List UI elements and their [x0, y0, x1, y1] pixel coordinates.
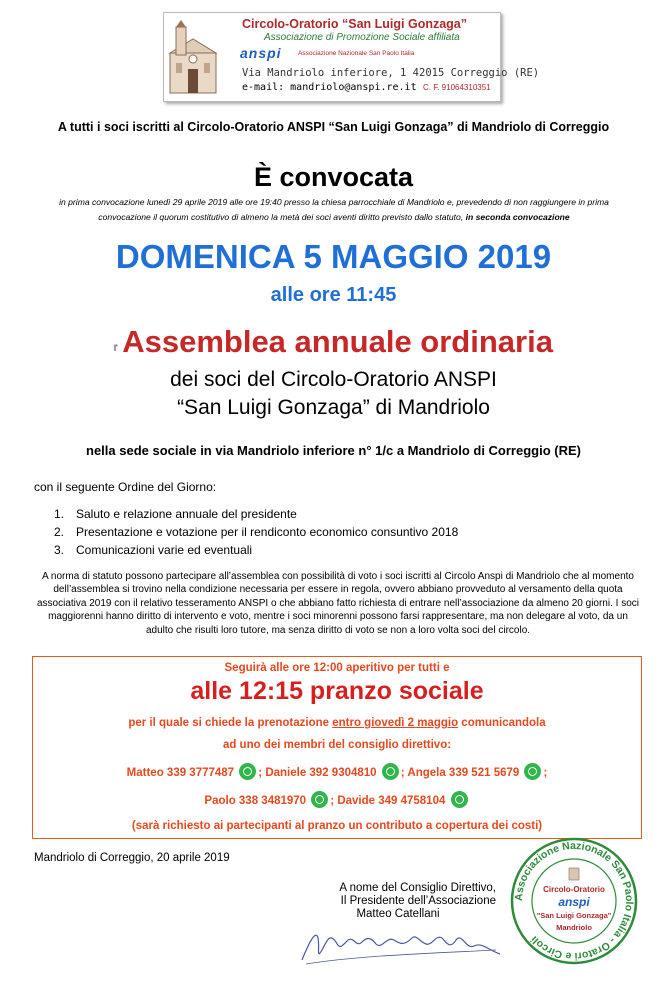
- whatsapp-icon: [524, 763, 541, 780]
- signature-line-1: A nome del Consiglio Direttivo,: [339, 882, 496, 894]
- second-call: in seconda convocazione: [465, 212, 570, 222]
- signature-line-2: Il Presidente dell’Associazione: [340, 895, 496, 907]
- venue: nella sede sociale in via Mandriolo inferiore n° 1/c a Mandriolo di Correggio (RE): [86, 443, 581, 458]
- agenda-item: 1. Saluto e relazione annuale del presidente: [54, 507, 297, 521]
- assembly-time: alle ore 11:45: [270, 284, 397, 306]
- contact-angela: Angela 339 521 5679: [407, 767, 520, 779]
- first-call-line2: convocazione il quorum costitutivo di almeno la metà dei soci aventi diritto previsto dallo statuto,: [98, 212, 464, 222]
- whatsapp-icon: [311, 791, 328, 808]
- org-address: Via Mandriolo inferiore, 1 42015 Correggio (RE): [242, 67, 540, 79]
- agenda-item: 3. Comunicazioni varie ed eventuali: [54, 543, 253, 557]
- lunch-title: alle 12:15 pranzo sociale: [190, 677, 484, 705]
- addressee: A tutti i soci iscritti al Circolo-Oratorio ANSPI “San Luigi Gonzaga” di Mandriolo di Correggio: [57, 120, 610, 134]
- stamp-ring-text: Associazione Nazionale San Paolo Italia - Oratori e Circoli: [512, 839, 636, 963]
- place-date: Mandriolo di Correggio, 20 aprile 2019: [34, 852, 230, 864]
- first-call-text: [14, 195, 654, 225]
- first-call-line1: in prima convocazione lunedì 29 aprile 2019 alle ore 19:40 presso la chiesa parrocchiale di Mandriolo e, prevedendo di non raggiungere in prima: [59, 197, 609, 207]
- stamp-line-2: anspi: [558, 895, 590, 909]
- stamp-line-1: Circolo-Oratorio: [543, 885, 605, 894]
- contact-davide: Davide 349 4758104: [337, 795, 446, 807]
- contact-paolo: Paolo 338 3481970: [204, 795, 307, 807]
- org-subtitle: Associazione di Promozione Sociale affiliata: [264, 32, 460, 43]
- church-icon: [168, 19, 218, 95]
- booking-deadline: entro giovedì 2 maggio: [332, 717, 459, 729]
- members-line-2: “San Luigi Gonzaga” di Mandriolo: [177, 396, 490, 419]
- org-name: Circolo-Oratorio “San Luigi Gonzaga”: [242, 17, 468, 31]
- statute-text: A norma di statuto possono partecipare all’assemblea con possibilità di voto i soci iscritti al Circolo Anspi di Mandriolo che al momento dell’assemblea si trovino nella condizione necessaria per essere in regola, ovvero abbiano provveduto al versamento della quota associativa 2019 con il relativo tesseramento ANSPI o che abbiano fatto richiesta di entrare nell’associazione da almeno 20 giorni. I soci maggiorenni hanno diritto di intervento e voto, mentre i soci minorenni possono farsi rappresentare, ma non delegare al voto, da un adulto che risulti loro tutore, ma senza diritto di voto se non a loro volta soci del circolo.: [36, 571, 639, 636]
- signature-block: [300, 882, 496, 921]
- whatsapp-icon: [239, 763, 256, 780]
- aperitivo-line: Seguirà alle ore 12:00 aperitivo per tutti e: [224, 662, 450, 674]
- anspi-logo: anspi: [240, 45, 282, 61]
- tax-code: C. F. 91064310351: [423, 83, 491, 92]
- agenda-item: 2. Presentazione e votazione per il rendiconto economico consuntivo 2018: [54, 525, 459, 539]
- anspi-full-name: Associazione Nazionale San Paolo Italia: [298, 50, 415, 57]
- org-email: e-mail: mandriolo@anspi.re.it: [242, 82, 417, 93]
- stamp-line-3: "San Luigi Gonzaga": [536, 911, 612, 920]
- contact-matteo: Matteo 339 3777487: [126, 767, 235, 779]
- board-line: ad uno dei membri del consiglio direttivo:: [222, 739, 452, 751]
- assembly-date: DOMENICA 5 MAGGIO 2019: [115, 238, 552, 275]
- assembly-article: l': [114, 342, 118, 353]
- signature: [296, 920, 506, 968]
- whatsapp-icon: [382, 763, 399, 780]
- assembly-heading: [0, 324, 667, 360]
- agenda-intro: con il seguente Ordine del Giorno:: [34, 480, 217, 494]
- agenda-list: [54, 505, 614, 559]
- stamp: [509, 836, 639, 966]
- booking-line: per il quale si chiede la prenotazione entro giovedì 2 maggio comunicandola: [128, 717, 546, 729]
- convocation-title: È convocata: [253, 162, 414, 192]
- header-banner: [163, 12, 540, 102]
- stamp-line-4: Mandriolo: [556, 923, 592, 932]
- lunch-box: [32, 656, 642, 839]
- assembly-title: Assemblea annuale ordinaria: [122, 324, 553, 359]
- contribution-note: (sarà richiesto ai partecipanti al pranzo un contributo a copertura dei costi): [131, 820, 543, 832]
- president-name: Matteo Catellani: [356, 908, 440, 920]
- whatsapp-icon: [451, 791, 468, 808]
- contacts-row-1: Matteo 339 3777487 ; Daniele 392 9304810 ; Angela 339 521 5679 ;: [33, 763, 641, 780]
- contact-daniele: Daniele 392 9304810: [265, 767, 377, 779]
- contacts-row-2: Paolo 338 3481970 ; Davide 349 4758104: [33, 791, 641, 808]
- members-line-1: dei soci del Circolo-Oratorio ANSPI: [170, 368, 497, 391]
